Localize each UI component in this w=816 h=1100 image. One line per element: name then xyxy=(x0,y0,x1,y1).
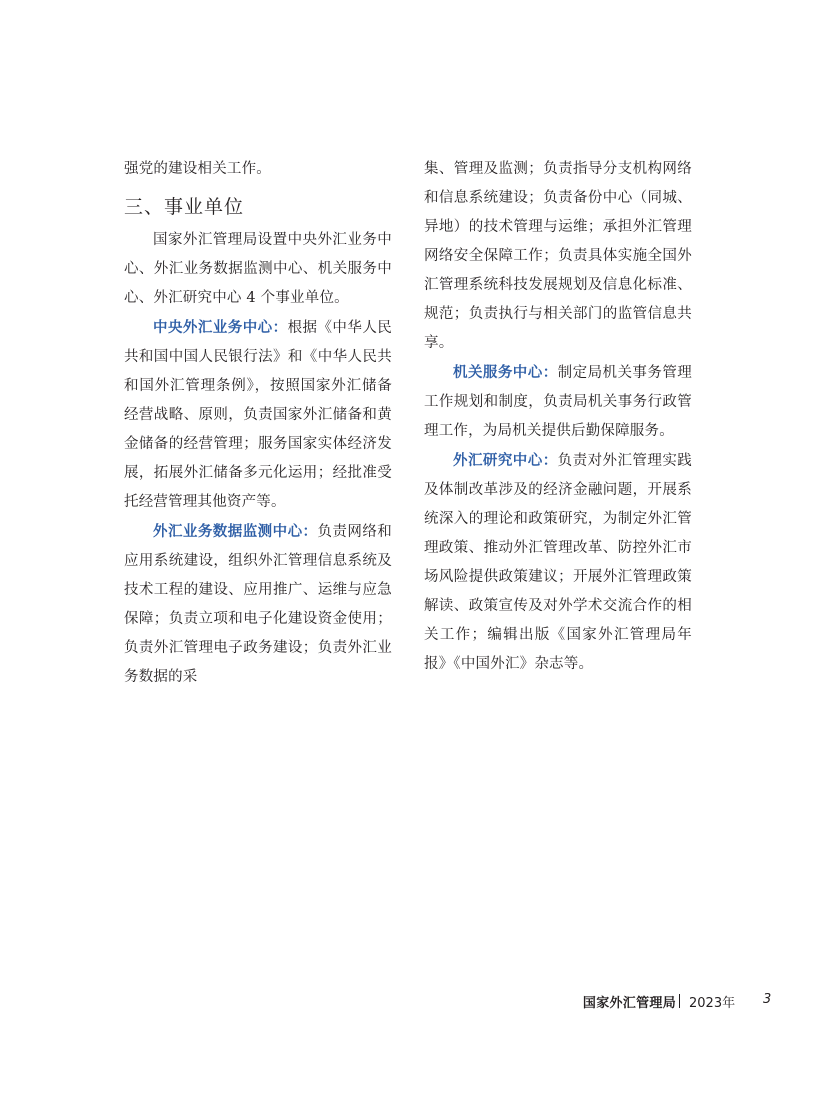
data-center-text: 负责网络和应用系统建设，组织外汇管理信息系统及技术工程的建设、应用推广、运维与应急保障；负责立项和电子化建设资金使用；负责外汇管理电子政务建设；负责外汇业务数据的采 xyxy=(124,524,392,685)
footer-year: 2023年 xyxy=(689,996,736,1011)
research-center-paragraph xyxy=(424,446,692,679)
page-number: 3 xyxy=(763,992,772,1007)
central-center-text: 根据《中华人民共和国中国人民银行法》和《中华人民共和国外汇管理条例》，按照国家外汇储备经营战略、原则，负责国家外汇储备和黄金储备的经营管理；服务国家实体经济发展，拓展外汇储备多元化运用；经批准受托经营管理其他资产等。 xyxy=(124,320,392,510)
continuation-paragraph: 强党的建设相关工作。 xyxy=(124,161,271,177)
service-center-paragraph xyxy=(424,358,692,446)
data-center-term: 外汇业务数据监测中心： xyxy=(153,523,318,540)
footer-divider xyxy=(679,994,680,1008)
right-column xyxy=(424,155,692,679)
intro-paragraph: 国家外汇管理局设置中央外汇业务中心、外汇业务数据监测中心、机关服务中心、外汇研究中心 4 个事业单位。 xyxy=(124,232,392,306)
central-center-paragraph xyxy=(124,313,392,517)
section-heading: 三、事业单位 xyxy=(124,196,245,218)
service-center-text: 制定局机关事务管理工作规划和制度，负责局机关事务行政管理工作，为局机关提供后勤保障服务。 xyxy=(424,365,692,439)
page-footer xyxy=(0,990,816,1012)
data-center-continued-paragraph: 集、管理及监测；负责指导分支机构网络和信息系统建设；负责备份中心（同城、异地）的技术管理与运维；承担外汇管理网络安全保障工作；负责具体实施全国外汇管理系统科技发展规划及信息化标准、规范；负责执行与相关部门的监管信息共享。 xyxy=(424,161,692,351)
research-center-text: 负责对外汇管理实践及体制改革涉及的经济金融问题，开展系统深入的理论和政策研究，为制定外汇管理政策、推动外汇管理改革、防控外汇市场风险提供政策建议；开展外汇管理政策解读、政策宣传及对外学术交流合作的相关工作；编辑出版《国家外汇管理局年报》《中国外汇》杂志等。 xyxy=(424,453,692,672)
service-center-term: 机关服务中心： xyxy=(453,364,558,381)
data-center-paragraph xyxy=(124,517,392,692)
footer-organization: 国家外汇管理局 xyxy=(582,996,676,1011)
left-column xyxy=(124,155,392,692)
research-center-term: 外汇研究中心： xyxy=(453,452,558,469)
central-center-term: 中央外汇业务中心： xyxy=(153,319,288,336)
